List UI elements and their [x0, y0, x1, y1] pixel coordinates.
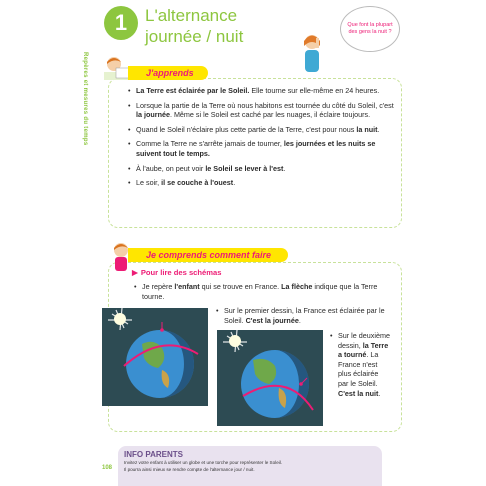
text-run: . Même si le Soleil est caché par les nuages, il éclaire toujours. [169, 110, 371, 120]
learn-bullet-item [128, 101, 396, 120]
bold-text: La flèche [281, 282, 313, 291]
how-paragraph-1 [134, 282, 384, 301]
learn-bullet-item [128, 164, 396, 174]
learn-bullet-item [128, 125, 396, 135]
info-line-2: Il pourra ainsi mieux se rendre compte de l'alternance jour / nuit. [124, 467, 255, 472]
bold-text: La Terre est éclairée par le Soleil. [136, 86, 250, 95]
bold-text: la nuit [356, 124, 378, 134]
info-line-1: Invitez votre enfant à utiliser un globe et une torche pour représenter le Soleil. [124, 460, 283, 465]
learn-bullet-item [128, 178, 396, 188]
how-banner: Je comprends comment faire [128, 248, 288, 262]
text-run: Sur le premier dessin, la France est éclairée par le Soleil. [224, 306, 385, 325]
text-run: . [377, 124, 380, 134]
text-run: . [283, 163, 286, 173]
how-paragraph-2 [216, 306, 388, 325]
text-run: Le soir, [136, 178, 162, 188]
info-title: INFO PARENTS [124, 450, 183, 459]
text-run: . [233, 178, 236, 188]
page-number: 108 [102, 465, 113, 471]
earth-night-diagram [217, 330, 323, 426]
text-run: Sur le deuxième dessin, [338, 331, 390, 350]
text-run: . La France n'est plus éclairée par le Soleil. [338, 350, 379, 388]
bold-text: C'est la journée [245, 315, 299, 325]
page-title [145, 5, 243, 47]
how-paragraph-3 [330, 331, 390, 398]
triangle-icon: ▶ [132, 268, 138, 277]
girl-illustration-icon [298, 32, 326, 80]
bold-text: la journée [136, 110, 170, 120]
bold-text: le Soleil se lever à l'est [205, 163, 284, 173]
text-run: . [378, 388, 381, 398]
learn-bullets [128, 86, 396, 193]
bold-text: C'est la nuit [338, 388, 379, 398]
text-run: qui se trouve en France. [199, 282, 282, 291]
bold-text: l'enfant [174, 282, 200, 291]
bold-text: les journées et les nuits se suivent tout le temps. [136, 139, 376, 158]
text-run: . [298, 315, 301, 325]
how-subtitle-text: Pour lire des schémas [140, 268, 222, 277]
info-parents-box [118, 446, 382, 486]
learn-bullet-item [128, 86, 396, 96]
text-run: Lorsque la partie de la Terre où nous habitons est tournée du côté du Soleil, c'est [136, 100, 394, 110]
text-run: indique que la Terre tourne. [142, 282, 378, 301]
earth-day-diagram [102, 308, 208, 406]
bubble-text: Que font la plupart des gens la nuit ? [347, 22, 393, 35]
title-line-1: L'alternance [145, 6, 238, 25]
speech-bubble [340, 6, 400, 52]
text-run: Je repère [142, 282, 175, 291]
bold-text: il se couche à l'ouest [161, 178, 234, 188]
learn-bullet-item [128, 139, 396, 158]
text-run: À l'aube, on peut voir [136, 163, 206, 173]
text-run: Elle tourne sur elle-même en 24 heures. [249, 86, 380, 95]
title-line-2: journée / nuit [145, 27, 244, 46]
text-run: Comme la Terre ne s'arrête jamais de tourner, [136, 139, 284, 149]
text-run: Quand le Soleil n'éclaire plus cette partie de la Terre, c'est pour nous [136, 124, 357, 134]
learn-banner: J'apprends [128, 66, 208, 80]
how-subtitle [132, 268, 221, 277]
chapter-number: 1 [104, 6, 138, 40]
bold-text: la Terre a tourné [338, 340, 389, 360]
side-label: Repères et mesures du temps [82, 52, 88, 146]
